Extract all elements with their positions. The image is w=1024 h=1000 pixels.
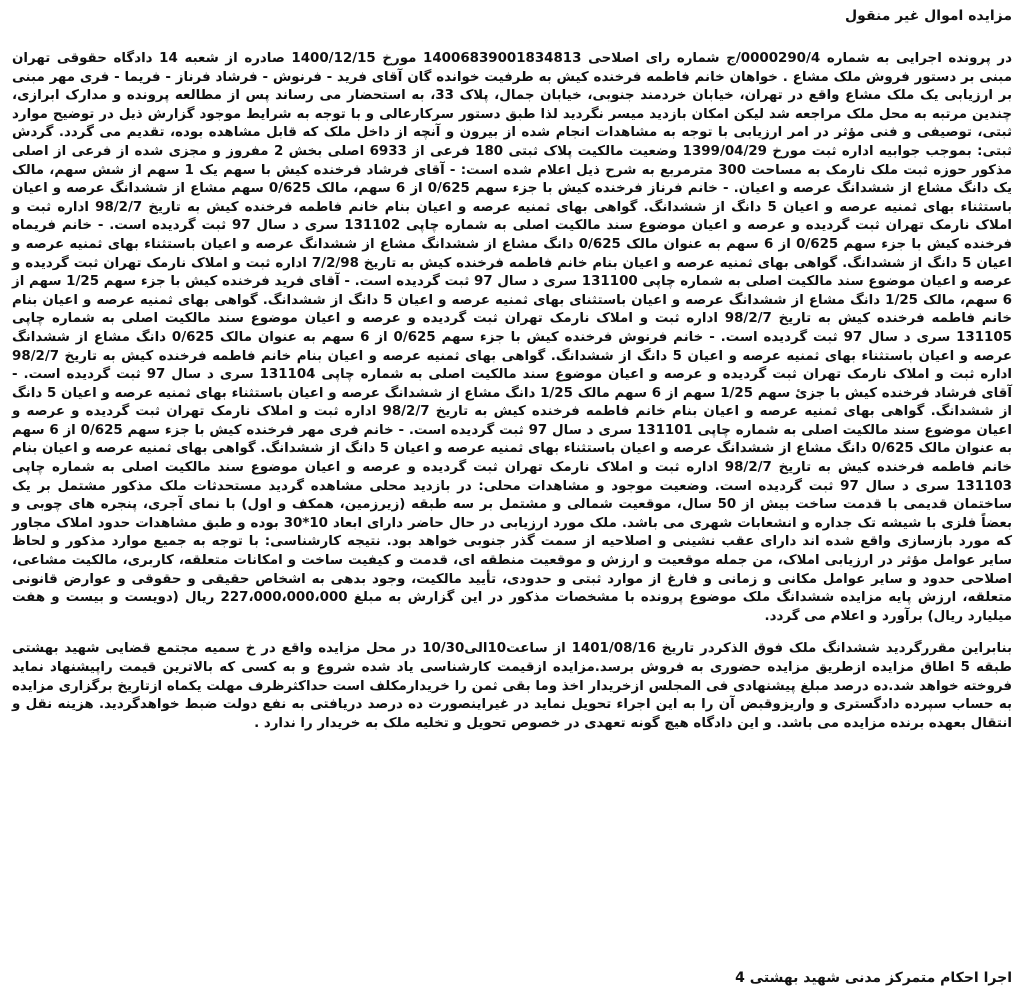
- document-title: مزایده اموال غیر منقول: [845, 8, 1012, 24]
- body-paragraph-auction-terms: بنابراین مقررگردید ششدانگ ملک فوق الذکردر تاریخ 1401/08/16 از ساعت10الی10/30 در محل مزایده واقع در خ سمیه مجتمع قضایی شهید بهشتی طبقه 5 اطاق مزایده ازطریق مزایده حضوری به فروش برسد.مزایده ازقیمت کارشناسی یاد شده شروع و به کسی که بالاترین قیمت راپیشنهاد نماید فروخته خواهد شد.ده درصد مبلغ پیشنهادی فی المجلس ازخریدار اخذ وما بقی ثمن را خریدارمکلف است حداکثرظرف مهلت یکماه ازتاریخ برگزاری مزایده به حساب سپرده دادگستری و واریزوقبض آن را به این اجراء تحویل نماید در غیراینصورت ده درصد دریافتی به نفع دولت ضبط خواهدگردید. هزینه نقل و انتقال بعهده برنده مزایده می باشد. و این دادگاه هیچ گونه تعهدی در خصوص تحویل و تخلیه ملک به خریدار را ندارد .: [12, 641, 1012, 731]
- issuer-signature: اجرا احکام متمرکز مدنی شهید بهشتی 4: [735, 970, 1012, 986]
- body-paragraph-report: در پرونده اجرایی به شماره 0000290/4/ج شماره رای اصلاحی 14006839001834813 مورخ 1400/12/15 صادره از شعبه 14 دادگاه حقوقی تهران مبنی بر دستور فروش ملک مشاع . خواهان خانم فاطمه فرخنده کیش به طرفیت خوانده گان آقای فرید - فرنوش - فرشاد فرناز - فریما - فری مهر مبنی بر ارزیابی یک ملک مشاع واقع در تهران، خیابان خردمند جنوبی، خیابان جمال، پلاک 33، به استحضار می رساند پس از مطالعه پرونده و مدارک ابرازی، چندین مرتبه به محل ملک مراجعه شد لیکن امکان بازدید میسر نگردید لذا طبق دستور سرکارعالی و با توجه به شرایط موجود گزارش ذیل در توضیح موارد ثبتی، توصیفی و فنی مؤثر در امر ارزیابی با توجه به مشاهدات انجام شده از بیرون و آنچه از داخل ملک که قابل مشاهده بوده، تقدیم می گردد. گردش ثبتی: بموجب جوابیه اداره ثبت مورخ 1399/04/29 وضعیت مالکیت پلاک ثبتی 180 فرعی از 6933 اصلی بخش 2 مفروز و مجزی شده از فرعی از اصلی مذکور حوزه ثبت ملک نارمک به مساحت 300 مترمربع به شرح ذیل اعلام شده است: - آقای فرشاد فرخنده کیش با سهم یک 1 سهم از شش سهم، مالک یک دانگ مشاع از ششدانگ عرصه و اعیان. - خانم فرناز فرخنده کیش با جزء سهم 0/625 از 6 سهم، مالک 0/625 سهم مشاع از ششدانگ عرصه و اعیان باستثناء بهای ثمنیه عرصه و اعیان 5 دانگ از ششدانگ. گواهی بهای ثمنیه عرصه و اعیان بنام خانم فاطمه فرخنده کیش به تاریخ 98/2/7 اداره ثبت و املاک نارمک تهران ثبت گردیده و عرصه و اعیان موضوع سند مالکیت اصلی به شماره چاپی 131102 سری د سال 97 ثبت گردیده است. - خانم فریماه فرخنده کیش با جزء سهم 0/625 از 6 سهم به عنوان مالک 0/625 دانگ مشاع از ششدانگ مشاع از ششدانگ عرصه و اعیان باستثناء بهای ثمنیه عرصه و اعیان 5 دانگ از ششدانگ. گواهی بهای ثمنیه عرصه و اعیان بنام خانم فاطمه فرخنده کیش به تاریخ 7/2/98 اداره ثبت و املاک نارمک تهران ثبت گردیده و عرصه و اعیان موضوع سند مالکیت اصلی به شماره چاپی 131100 سری د سال 97 ثبت گردیده است. - آقای فرید فرخنده کیش با جزء سهم 1/25 سهم از 6 سهم، مالک 1/25 دانگ مشاع از ششدانگ عرصه و اعیان باستثنای بهای ثمنیه عرصه و اعیان 5 دانگ از ششدانگ. گواهی بهای ثمنیه عرصه و اعیان بنام خانم فاطمه فرخنده کیش به تاریخ 98/2/7 اداره ثبت و املاک نارمک تهران ثبت گردیده و عرصه و اعیان موضوع سند مالکیت اصلی به شماره چاپی 131105 سری د سال 97 ثبت گردیده است. - خانم فرنوش فرخنده کیش با جزء سهم 0/625 از 6 سهم به عنوان مالک 0/625 دانگ مشاع از ششدانگ عرصه و اعیان باستثناء بهای ثمنیه عرصه و اعیان 5 دانگ از ششدانگ. گواهی بهای ثمنیه عرصه و اعیان بنام خانم فاطمه فرخنده کیش به تاریخ 98/2/7 اداره ثبت و املاک نارمک تهران ثبت گردیده و عرصه و اعیان موضوع سند مالکیت اصلی به شماره چاپی 131104 سری د سال 97 ثبت گردیده است. - آقای فرشاد فرخنده کیش با جزئ سهم 1/25 سهم از 6 سهم مالک 1/25 دانگ مشاع از ششدانگ عرصه و اعیان باستثناء بهای ثمنیه عرصه و اعیان 5 دانگ از ششدانگ. گواهی بهای ثمنیه عرصه و اعیان بنام خانم فاطمه فرخنده کیش به تاریخ 98/2/7 اداره ثبت و املاک نارمک تهران ثبت گردیده و عرصه و اعیان موضوع سند مالکیت اصلی به شماره چاپی 131101 سری د سال 97 ثبت گردیده است. - خانم فری مهر فرخنده کیش با جزء سهم 0/625 از 6 سهم به عنوان مالک 0/625 دانگ مشاع از ششدانگ عرصه و اعیان باستثناء بهای ثمنیه عرصه و اعیان 5 دانگ از ششدانگ. گواهی بهای ثمنیه عرصه و اعیان بنام خانم فاطمه فرخنده کیش به تاریخ 98/2/7 اداره ثبت و املاک نارمک تهران ثبت گردیده و عرصه و اعیان موضوع سند مالکیت اصلی به شماره چاپی 131103 سری د سال 97 ثبت گردیده است. وضعیت موجود و مشاهدات محلی: در بازدید محلی مشاهده گردید مستحدثات ملک مذکور مشتمل بر یک ساختمان قدیمی با قدمت ساخت بیش از 50 سال، موقعیت شمالی و مشتمل بر سه طبقه (زیرزمین، همکف و اول) با نمای آجری، پنجره های چوبی و بعضاً فلزی با شیشه تک جداره و انشعابات شهری می باشد. ملک مورد ارزیابی در حال حاضر دارای ابعاد 10*30 بوده و طبق مشاهدات حدود املاک مجاور که مورد بازسازی واقع شده اند دارای عقب نشینی و اصلاحیه از سمت گذر جنوبی خواهد بود. نتیجه کارشناسی: با توجه به جمیع موارد مذکور و لحاظ سایر عوامل مؤثر در ارزیابی املاک، من جمله موقعیت و ارزش و موقعیت منطقه ای، قدمت و کیفیت ساخت و امکانات متعلقه، کاربری، مالکیت مشاعی، اصلاحی حدود و سایر عوامل مکانی و زمانی و فارغ از موارد ثبتی و حدودی، تأیید مالکیت، وجود بدهی به اشخاص حقیقی و حقوقی و عوارض قانونی متعلقه، ارزش پایه مزایده ششدانگ ملک موضوع پرونده با مشخصات مذکور در این گزارش به مبلغ 227،000،000،000 ریال (دویست و بیست و هفت میلیارد ریال) برآورد و اعلام می گردد.: [12, 51, 1013, 624]
